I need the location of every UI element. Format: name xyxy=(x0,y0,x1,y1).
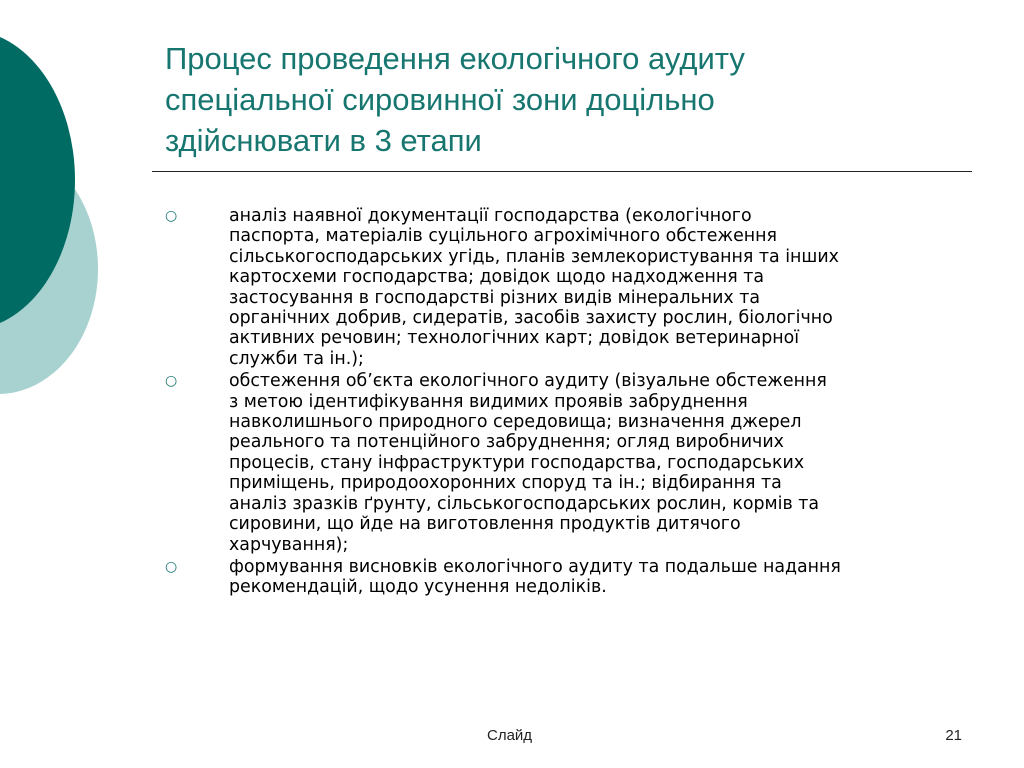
bullet-line: сільськогосподарських угідь, планів землекористування та інших xyxy=(229,246,839,267)
bullet-text xyxy=(229,206,975,369)
circle-bullet-icon: ○ xyxy=(165,373,178,390)
slide-title-line: спеціальної сировинної зони доцільно xyxy=(165,82,715,117)
slide-title-line: здійснювати в 3 етапи xyxy=(165,123,482,158)
bullet-line: сировини, що йде на виготовлення продуктів дитячого xyxy=(229,514,741,535)
bullet-list xyxy=(165,206,975,600)
bullet-item-documentation-analysis xyxy=(165,206,975,369)
bullet-line: паспорта, матеріалів суцільного агрохімічного обстеження xyxy=(229,226,778,247)
bullet-text xyxy=(229,371,975,555)
bullet-line: картосхеми господарства; довідок щодо надходження та xyxy=(229,267,765,288)
bullet-line: формування висновків екологічного аудиту та подальше надання xyxy=(229,556,841,577)
bullet-item-object-inspection xyxy=(165,371,975,555)
bullet-line: процесів, стану інфраструктури господарства, господарських xyxy=(229,452,805,473)
bullet-line: органічних добрив, сидератів, засобів захисту рослин, біологічно xyxy=(229,308,833,329)
title-divider xyxy=(152,171,972,172)
circle-bullet-icon: ○ xyxy=(165,208,178,224)
bullet-line: приміщень, природоохоронних споруд та ін.; відбирання та xyxy=(229,473,782,494)
bullet-line: активних речовин; технологічних карт; довідок ветеринарної xyxy=(229,328,800,349)
bullet-line: аналіз наявної документації господарства (екологічного xyxy=(229,206,752,226)
bullet-line: рекомендацій, щодо усунення недоліків. xyxy=(229,577,607,598)
bullet-line: застосування в господарстві різних видів мінеральних та xyxy=(229,287,761,308)
circle-bullet-icon: ○ xyxy=(165,558,178,575)
slide-number: 21 xyxy=(945,727,962,744)
bullet-line: обстеження об’єкта екологічного аудиту (візуальне обстеження xyxy=(229,371,827,392)
bullet-line: служби та ін.); xyxy=(229,348,364,369)
bullet-line: харчування); xyxy=(229,534,349,555)
bullet-text xyxy=(229,557,975,598)
bullet-item-conclusions xyxy=(165,557,975,598)
bullet-line: реального та потенційного забруднення; огляд виробничих xyxy=(229,432,784,453)
bullet-line: аналіз зразків ґрунту, сільськогосподарських рослин, кормів та xyxy=(229,493,820,514)
slide-title xyxy=(165,38,985,161)
bullet-line: навколишнього природного середовища; визначення джерел xyxy=(229,412,802,433)
footer-slide-label: Слайд xyxy=(487,727,533,744)
bullet-line: з метою ідентифікування видимих проявів забруднення xyxy=(229,391,748,412)
slide-title-line: Процес проведення екологічного аудиту xyxy=(165,41,745,76)
